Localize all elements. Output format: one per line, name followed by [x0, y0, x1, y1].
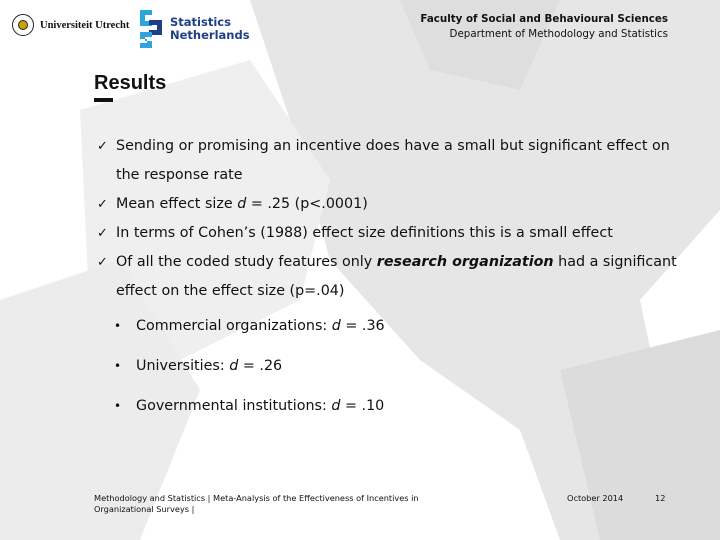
university-logo	[12, 14, 129, 36]
cbs-name-line2: Netherlands	[170, 28, 250, 42]
check-mark-icon: ✓	[97, 255, 108, 270]
faculty-name: Faculty of Social and Behavioural Sciences	[420, 13, 668, 25]
footer-citation: Methodology and Statistics | Meta-Analysis of the Effectiveness of Incentives in Organizational Surveys |	[94, 493, 419, 514]
cbs-mark-icon	[138, 8, 164, 50]
bullet-dot-icon: •	[114, 359, 122, 373]
cbs-logo	[138, 8, 250, 50]
effect-size-symbol: d	[237, 196, 247, 212]
sub-bullet-label: Commercial organizations:	[136, 318, 332, 334]
sub-bullet-item	[97, 316, 687, 336]
bullet-text: Sending or promising an incentive does have a small but significant effect on the response rate	[116, 138, 670, 183]
bullet-dot-icon: •	[114, 399, 122, 413]
sub-bullet-value: = .36	[340, 318, 385, 334]
bullet-dot-icon: •	[114, 319, 122, 333]
sub-bullet-value: = .10	[340, 398, 385, 414]
effect-size-symbol: d	[229, 358, 239, 374]
university-seal-icon	[12, 14, 34, 36]
department-name: Department of Methodology and Statistics	[449, 28, 668, 40]
effect-size-symbol: d	[331, 398, 341, 414]
check-mark-icon: ✓	[97, 226, 108, 241]
cbs-wordmark	[170, 16, 250, 42]
bullet-list	[97, 132, 687, 436]
sub-bullet-value: = .26	[238, 358, 283, 374]
bullet-text-suffix: had a significant effect on the effect size (p=.04)	[116, 254, 677, 299]
bullet-text: In terms of Cohen’s (1988) effect size definitions this is a small effect	[116, 225, 613, 241]
sub-bullet-list	[97, 316, 687, 416]
sub-bullet-item	[97, 396, 687, 416]
bullet-item	[97, 132, 687, 190]
faculty-header	[420, 12, 668, 42]
bullet-text-prefix: Of all the coded study features only	[116, 254, 377, 270]
sub-bullet-label: Governmental institutions:	[136, 398, 332, 414]
bullet-item	[97, 219, 687, 248]
emphasized-term: research organization	[376, 254, 554, 270]
sub-bullet-item	[97, 356, 687, 376]
university-name: Universiteit Utrecht	[40, 19, 130, 31]
bullet-item	[97, 190, 687, 219]
effect-size-symbol: d	[331, 318, 341, 334]
sub-bullet-label: Universities:	[136, 358, 230, 374]
check-mark-icon: ✓	[97, 139, 108, 154]
title-underline	[94, 98, 113, 102]
cbs-name-line1: Statistics	[170, 15, 231, 29]
slide-title: Results	[94, 72, 167, 94]
footer-date: October 2014	[567, 493, 624, 503]
bullet-item	[97, 248, 687, 306]
page-number: 12	[655, 493, 666, 503]
check-mark-icon: ✓	[97, 197, 108, 212]
bullet-text-prefix: Mean effect size	[116, 196, 238, 212]
bullet-text-suffix: = .25 (p<.0001)	[246, 196, 368, 212]
